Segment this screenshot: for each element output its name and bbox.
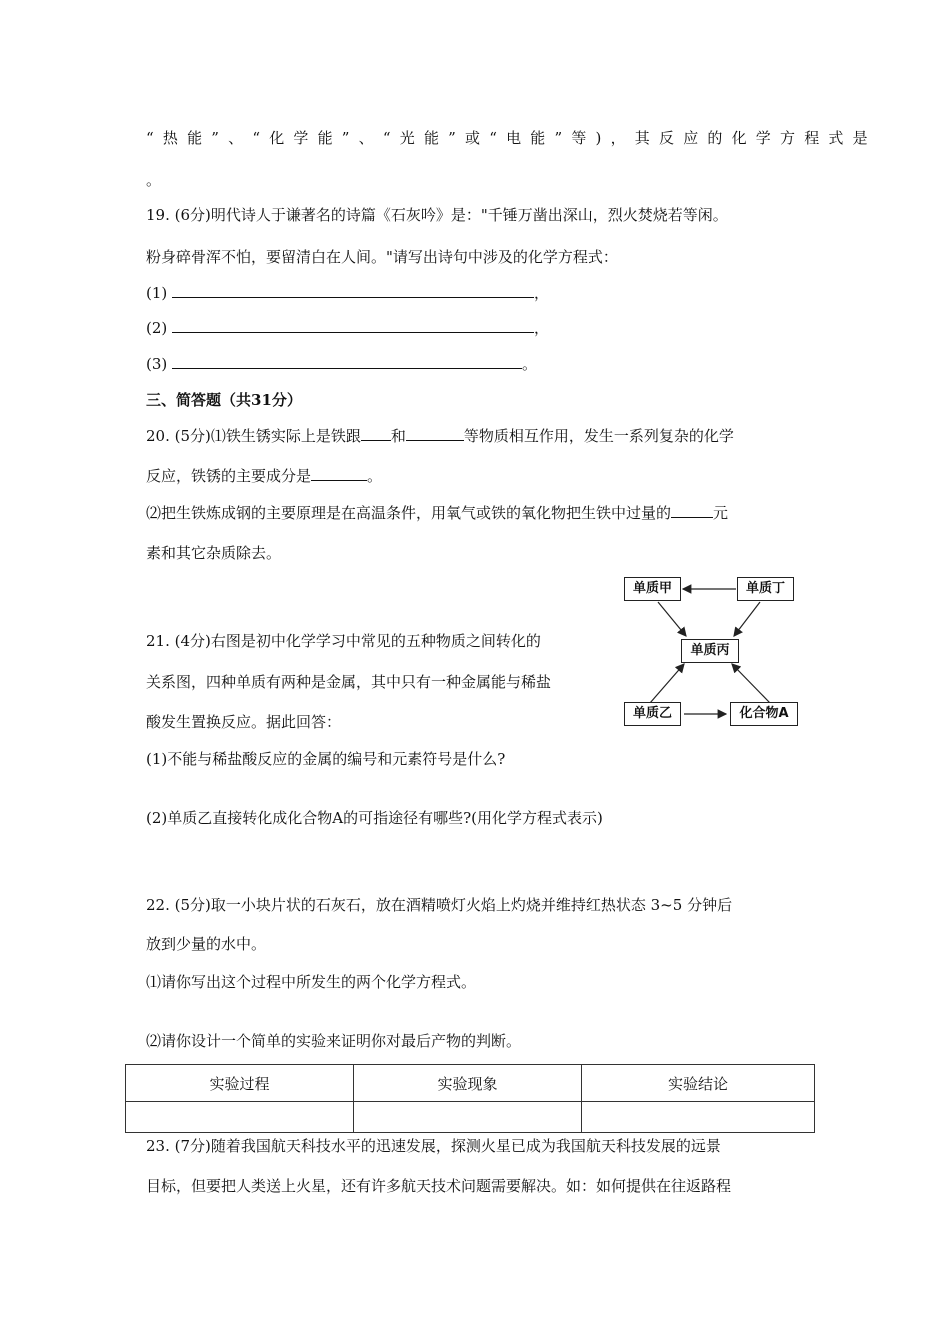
q19-blank-row-1 — [146, 283, 549, 303]
answer-blank[interactable] — [172, 318, 534, 333]
text: 和 — [390, 427, 406, 445]
table-row — [126, 1102, 815, 1133]
answer-blank[interactable] — [671, 503, 713, 518]
answer-blank[interactable] — [172, 283, 534, 298]
blank-label: (2) — [146, 319, 168, 337]
q18-text-end: 。 — [146, 171, 162, 189]
q22-sub1: ⑴请你写出这个过程中所发生的两个化学方程式。 — [146, 973, 477, 991]
q20-line3 — [146, 503, 728, 523]
node-yi: 单质乙 — [624, 702, 681, 726]
q20-line1 — [146, 426, 734, 446]
blank-label: (3) — [146, 355, 168, 373]
text: ⑵把生铁炼成钢的主要原理是在高温条件，用氧气或铁的氧化物把生铁中过量的 — [146, 504, 672, 522]
q18-text-line: “热能”、“化学能”、“光能”或“电能”等)，其反应的化学方程式是 — [146, 129, 877, 147]
q22-line2: 放到少量的水中。 — [146, 935, 267, 953]
q19-blank-row-2 — [146, 318, 549, 338]
answer-cell[interactable] — [354, 1102, 582, 1133]
node-a: 化合物A — [730, 702, 798, 726]
text: 元 — [713, 504, 729, 522]
node-jia: 单质甲 — [624, 577, 681, 601]
answer-blank[interactable] — [361, 426, 391, 441]
q19-text-line2: 粉身碎骨浑不怕，要留清白在人间。"请写出诗句中涉及的化学方程式： — [146, 248, 618, 266]
q20-line2 — [146, 466, 382, 486]
q21-sub2: (2)单质乙直接转化成化合物A的可指途径有哪些?(用化学方程式表示) — [146, 809, 603, 827]
arrow-ding-to-bing — [734, 602, 760, 636]
q19-text-line1: 19. (6分)明代诗人于谦著名的诗篇《石灰吟》是："千锤万凿出深山，烈火焚烧若等闲。 — [146, 206, 728, 224]
header-phenomenon: 实验现象 — [354, 1065, 582, 1102]
q23-line2: 目标，但要把人类送上火星，还有许多航天技术问题需要解决。如：如何提供在往返路程 — [146, 1177, 732, 1195]
q19-blank-row-3 — [146, 354, 537, 374]
answer-blank[interactable] — [406, 426, 464, 441]
blank-end: ， — [534, 319, 550, 337]
experiment-table — [125, 1064, 815, 1133]
arrow-yi-to-bing — [650, 664, 684, 703]
node-bing: 单质丙 — [681, 639, 739, 663]
header-process: 实验过程 — [126, 1065, 354, 1102]
header-conclusion: 实验结论 — [582, 1065, 815, 1102]
q23-line1: 23. (7分)随着我国航天科技水平的迅速发展，探测火星已成为我国航天科技发展的远景 — [146, 1137, 721, 1155]
blank-end: ， — [534, 284, 550, 302]
answer-cell[interactable] — [582, 1102, 815, 1133]
q21-line3: 酸发生置换反应。据此回答： — [146, 713, 342, 731]
q22-line1: 22. (5分)取一小块片状的石灰石，放在酒精喷灯火焰上灼烧并维持红热状态 3~5 分钟后 — [146, 896, 733, 914]
q20-line4: 素和其它杂质除去。 — [146, 544, 282, 562]
section-title: 三、简答题（共31分） — [146, 391, 302, 409]
arrow-jia-to-bing — [658, 602, 686, 636]
blank-label: (1) — [146, 284, 168, 302]
table-header-row — [126, 1065, 815, 1102]
q22-sub2: ⑵请你设计一个简单的实验来证明你对最后产物的判断。 — [146, 1032, 522, 1050]
answer-blank[interactable] — [311, 466, 367, 481]
q21-line1: 21. (4分)右图是初中化学学习中常见的五种物质之间转化的 — [146, 632, 541, 650]
text: 。 — [367, 467, 383, 485]
blank-end: 。 — [522, 355, 538, 373]
node-ding: 单质丁 — [737, 577, 794, 601]
arrow-a-to-bing — [732, 664, 770, 703]
q21-line2: 关系图，四种单质有两种是金属，其中只有一种金属能与稀盐 — [146, 673, 552, 691]
text: 反应，铁锈的主要成分是 — [146, 467, 312, 485]
q21-sub1: (1)不能与稀盐酸反应的金属的编号和元素符号是什么? — [146, 750, 506, 768]
text: 20. (5分)⑴铁生锈实际上是铁跟 — [146, 427, 361, 445]
answer-cell[interactable] — [126, 1102, 354, 1133]
text: 等物质相互作用，发生一系列复杂的化学 — [463, 427, 734, 445]
answer-blank[interactable] — [172, 354, 522, 369]
conversion-diagram — [620, 570, 820, 730]
